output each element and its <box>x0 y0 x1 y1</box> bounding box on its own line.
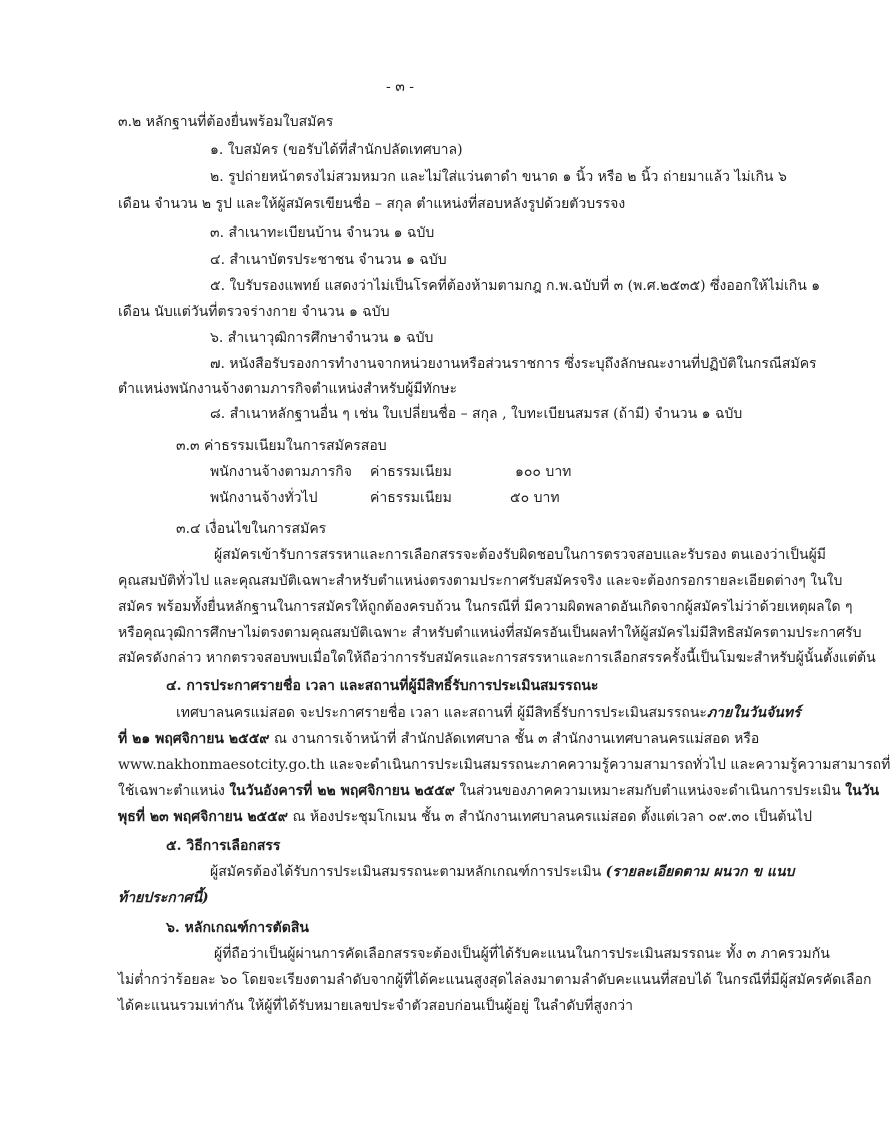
s4-line-4-text-a: ใช้เฉพาะตำแหน่ง <box>118 783 230 799</box>
s4-line-2-bold: ที่ ๒๑ พฤศจิกายน ๒๕๕๙ <box>118 731 270 747</box>
s32-item-5: ๕. ใบรับรองแพทย์ แสดงว่าไม่เป็นโรคที่ต้องห้ามตามกฎ ก.พ.ฉบับที่ ๓ (พ.ศ.๒๕๓๕) ซึ่งออกให้ไม่เกิน ๑ <box>210 278 821 294</box>
s32-item-5-cont: เดือน นับแต่วันที่ตรวจร่างกาย จำนวน ๑ ฉบับ <box>118 304 390 320</box>
s4-line-4-bold-2: ในวัน <box>845 783 880 799</box>
section-3-4-heading: ๓.๔ เงื่อนไขในการสมัคร <box>176 521 327 537</box>
s5-line-1-italic: (รายละเอียดตาม ผนวก ข แนบ <box>605 864 795 880</box>
s4-line-5-text: ณ ห้องประชุมโกเมน ชั้น ๓ สำนักงานเทศบาลนครแม่สอด ตั้งแต่เวลา ๐๙.๓๐ เป็นต้นไป <box>288 809 812 825</box>
s5-line-1-text: ผู้สมัครต้องได้รับการประเมินสมรรถนะตามหลักเกณฑ์การประเมิน <box>210 864 606 880</box>
section-3-2-heading: ๓.๒ หลักฐานที่ต้องยื่นพร้อมใบสมัคร <box>118 114 334 130</box>
fee-row <box>210 488 720 508</box>
s32-item-7-cont: ตำแหน่งพนักงานจ้างตามภารกิจตำแหน่งสำหรับผู้มีทักษะ <box>118 381 458 397</box>
s6-line-3: ได้คะแนนรวมเท่ากัน ให้ผู้ที่ได้รับหมายเลขประจำตัวสอบก่อนเป็นผู้อยู่ ในลำดับที่สูงกว่า <box>118 998 634 1014</box>
s32-item-7: ๗. หนังสือรับรองการทำงานจากหน่วยงานหรือส่วนราชการ ซึ่งระบุถึงลักษณะงานที่ปฏิบัติในกรณีสมัคร <box>210 356 817 372</box>
fee-label: ค่าธรรมเนียม <box>370 464 452 480</box>
s4-line-2 <box>118 729 760 749</box>
s34-line-1: ผู้สมัครเข้ารับการสรรหาและการเลือกสรรจะต้องรับผิดชอบในการตรวจสอบและรับรอง ตนเองว่าเป็นผู้มี <box>214 547 826 563</box>
s4-line-1-text: เทศบาลนครแม่สอด จะประกาศรายชื่อ เวลา และสถานที่ ผู้มีสิทธิ์รับการประเมินสมรรถนะ <box>176 705 707 721</box>
page-number: - ๓ - <box>386 79 414 95</box>
s5-line-1 <box>210 862 795 882</box>
s5-line-2: ท้ายประกาศนี้) <box>118 890 209 906</box>
s4-line-3: www.nakhonmaesotcity.go.th และจะดำเนินการประเมินสมรรถนะภาคความรู้ความสามารถทั่วไป และความรู้ความสามารถที่ <box>118 757 890 773</box>
fee-amount: ๕๐ บาท <box>510 490 560 506</box>
s4-line-4 <box>118 781 880 801</box>
fee-label: ค่าธรรมเนียม <box>370 490 452 506</box>
s34-line-5: สมัครดังกล่าว หากตรวจสอบพบเมื่อใดให้ถือว่าการรับสมัครและการสรรหาและการเลือกสรรครั้งนี้เป็นโมฆะสำหรับผู้นั้นตั้งแต่ต้น <box>118 650 876 666</box>
s4-line-1-bold: ภายในวันจันทร์ <box>706 705 801 721</box>
s4-line-5 <box>118 807 812 827</box>
s6-line-2: ไม่ต่ำกว่าร้อยละ ๖๐ โดยจะเรียงตามลำดับจากผู้ที่ได้คะแนนสูงสุดไล่ลงมาตามลำดับคะแนนที่สอบได้ ในกรณีที่มีผู้สมัครคัดเลือก <box>118 972 872 988</box>
s32-item-8: ๘. สำเนาหลักฐานอื่น ๆ เช่น ใบเปลี่ยนชื่อ – สกุล , ใบทะเบียนสมรส (ถ้ามี) จำนวน ๑ ฉบับ <box>210 406 743 422</box>
s34-line-4: หรือคุณวุฒิการศึกษาไม่ตรงตามคุณสมบัติเฉพาะ สำหรับตำแหน่งที่สมัครอันเป็นผลทำให้ผู้สมัครไม่มีสิทธิสมัครตามประกาศรับ <box>118 625 862 641</box>
s32-item-1: ๑. ใบสมัคร (ขอรับได้ที่สำนักปลัดเทศบาล) <box>210 142 463 158</box>
s32-item-2: ๒. รูปถ่ายหน้าตรงไม่สวมหมวก และไม่ใส่แว่นตาดำ ขนาด ๑ นิ้ว หรือ ๒ นิ้ว ถ่ายมาแล้ว ไม่เกิน ๖ <box>210 169 787 185</box>
s4-line-2-text: ณ งานการเจ้าหน้าที่ สำนักปลัดเทศบาล ชั้น ๓ สำนักงานเทศบาลนครแม่สอด หรือ <box>269 731 760 747</box>
s34-line-2: คุณสมบัติทั่วไป และคุณสมบัติเฉพาะสำหรับตำแหน่งตรงตามประกาศรับสมัครจริง และจะต้องกรอกรายละเอียดต่างๆ ในใบ <box>118 573 843 589</box>
section-3-3-heading: ๓.๓ ค่าธรรมเนียมในการสมัครสอบ <box>176 438 387 454</box>
s6-line-1: ผู้ที่ถือว่าเป็นผู้ผ่านการคัดเลือกสรรจะต้องเป็นผู้ที่ได้รับคะแนนในการประเมินสมรรถนะ ทั้ง ๓ ภาครวมกัน <box>214 946 830 962</box>
fee-position: พนักงานจ้างทั่วไป <box>210 490 318 506</box>
s34-line-3: สมัคร พร้อมทั้งยื่นหลักฐานในการสมัครให้ถูกต้องครบถ้วน ในกรณีที่ มีความผิดพลาดอันเกิดจากผู้สมัครไม่ว่าด้วยเหตุผลใด ๆ <box>118 599 853 615</box>
s32-item-6: ๖. สำเนาวุฒิการศึกษาจำนวน ๑ ฉบับ <box>210 330 434 346</box>
section-4-heading: ๔. การประกาศรายชื่อ เวลา และสถานที่ผู้มีสิทธิ์รับการประเมินสมรรถนะ <box>166 678 599 694</box>
fee-row <box>210 462 720 482</box>
fee-position: พนักงานจ้างตามภารกิจ <box>210 464 352 480</box>
section-6-heading: ๖. หลักเกณฑ์การตัดสิน <box>166 920 309 936</box>
s32-item-3: ๓. สำเนาทะเบียนบ้าน จำนวน ๑ ฉบับ <box>210 225 435 241</box>
fee-amount: ๑๐๐ บาท <box>515 464 572 480</box>
s32-item-4: ๔. สำเนาบัตรประชาชน จำนวน ๑ ฉบับ <box>210 252 447 268</box>
s4-line-4-text-b: ในส่วนของภาคความเหมาะสมกับตำแหน่งจะดำเนินการประเมิน <box>455 783 846 799</box>
s4-line-4-bold-1: ในวันอังคารที่ ๒๒ พฤศจิกายน ๒๕๕๙ <box>229 783 456 799</box>
s4-line-5-bold: พุธที่ ๒๓ พฤศจิกายน ๒๕๕๙ <box>118 809 289 825</box>
s4-line-1 <box>176 703 801 723</box>
s32-item-2-cont: เดือน จำนวน ๒ รูป และให้ผู้สมัครเขียนชื่อ – สกุล ตำแหน่งที่สอบหลังรูปด้วยตัวบรรจง <box>118 196 626 212</box>
section-5-heading: ๕. วิธีการเลือกสรร <box>166 838 281 854</box>
